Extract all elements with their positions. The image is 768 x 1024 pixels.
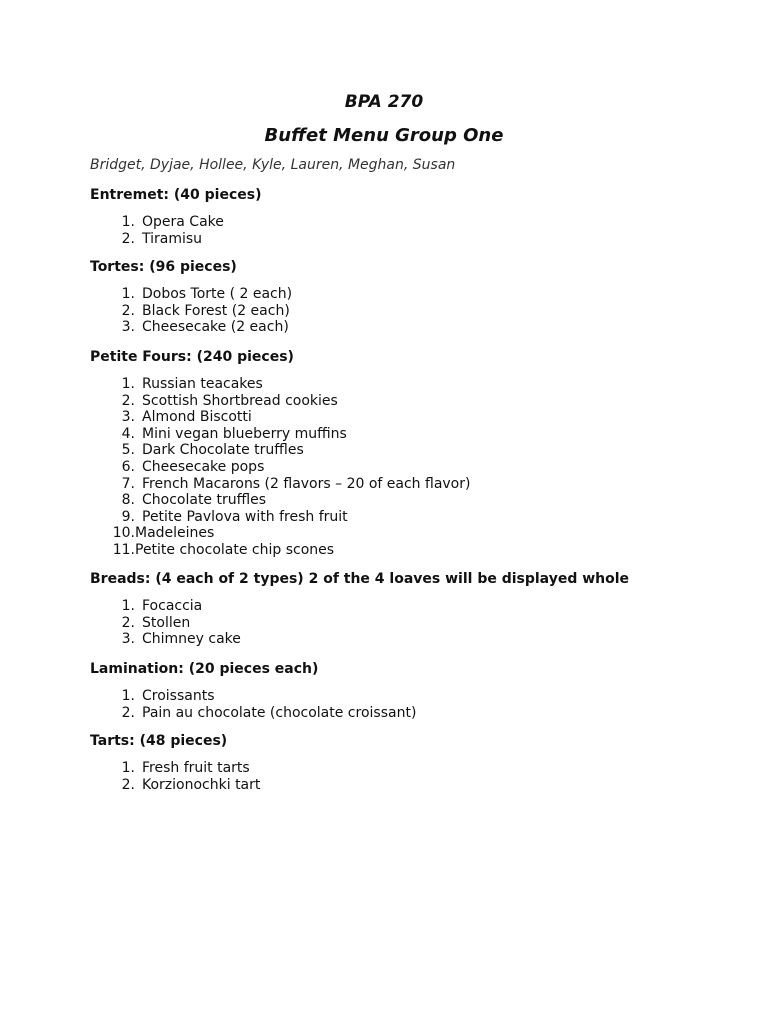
section-breads: [90, 570, 730, 648]
item-text: Mini vegan blueberry muffins: [142, 425, 347, 442]
item-number: 3.: [121, 631, 135, 648]
list-item: [90, 777, 730, 794]
item-text: Fresh fruit tarts: [142, 760, 250, 776]
item-text: Almond Biscotti: [142, 409, 252, 426]
item-number: 5.: [121, 442, 135, 459]
section-heading: Lamination: (20 pieces each): [90, 661, 319, 677]
item-list: [90, 286, 730, 336]
item-text: Cheesecake (2 each): [142, 319, 289, 336]
item-text: Opera Cake: [142, 214, 224, 230]
item-number: 2.: [121, 776, 135, 793]
list-item: [90, 615, 730, 632]
item-text: Chocolate truffles: [142, 492, 267, 509]
list-item: [90, 409, 730, 426]
list-item: [90, 286, 730, 303]
item-text: Korzionochki tart: [142, 776, 261, 793]
section-heading: Petite Fours: (240 pieces): [90, 349, 294, 365]
list-item: [90, 426, 730, 443]
item-text: Stollen: [142, 614, 191, 631]
item-number: 1.: [121, 760, 135, 776]
item-number: 1.: [121, 376, 135, 392]
item-number: 1.: [121, 688, 135, 704]
item-number: 3.: [121, 319, 135, 336]
item-number: 2.: [121, 302, 135, 319]
menu-title: Buffet Menu Group One: [264, 125, 504, 146]
item-number: 7.: [121, 475, 135, 492]
item-number: 6.: [121, 458, 135, 475]
list-item: [90, 705, 730, 722]
item-text: Tiramisu: [142, 230, 203, 247]
section-heading: Tortes: (96 pieces): [90, 259, 237, 275]
item-number: 2.: [121, 704, 135, 721]
item-list: [90, 214, 730, 247]
item-text: Russian teacakes: [142, 376, 263, 392]
list-item: [90, 393, 730, 410]
item-number: 4.: [121, 425, 135, 442]
item-number: 9.: [121, 508, 135, 525]
list-item: [90, 303, 730, 320]
item-number: 3.: [121, 409, 135, 426]
item-text: Chimney cake: [142, 631, 241, 648]
list-item: [90, 688, 730, 705]
list-item: [90, 319, 730, 336]
section-lamination: [90, 660, 730, 721]
item-text: Petite Pavlova with fresh fruit: [142, 508, 348, 525]
item-text: Petite chocolate chip scones: [135, 541, 335, 558]
section-heading: Breads: (4 each of 2 types) 2 of the 4 loaves will be displayed whole: [90, 571, 630, 587]
list-item: [90, 214, 730, 231]
section-heading: Entremet: (40 pieces): [90, 187, 262, 203]
author-list: Bridget, Dyjae, Hollee, Kyle, Lauren, Meghan, Susan: [90, 157, 456, 173]
section-tarts: [90, 732, 730, 793]
item-text: Black Forest (2 each): [142, 302, 290, 319]
list-item: [90, 376, 730, 393]
item-list: [90, 376, 730, 559]
item-number: 1.: [121, 598, 135, 614]
course-title: BPA 270: [344, 92, 424, 112]
item-text: Madeleines: [135, 525, 215, 542]
list-item: [90, 760, 730, 777]
item-number: 8.: [121, 492, 135, 509]
item-list: [90, 688, 730, 721]
item-text: Scottish Shortbread cookies: [142, 392, 338, 409]
item-text: Croissants: [142, 688, 215, 704]
list-item: [90, 631, 730, 648]
section-tortes: [90, 258, 730, 336]
item-number: 1.: [121, 286, 135, 302]
item-list: [90, 598, 730, 648]
item-number: 11.: [112, 541, 135, 558]
list-item: [90, 542, 730, 559]
item-number: 2.: [121, 230, 135, 247]
list-item: [90, 525, 730, 542]
list-item: [90, 459, 730, 476]
item-text: French Macarons (2 flavors – 20 of each flavor): [142, 475, 471, 492]
item-number: 10.: [112, 525, 135, 542]
section-heading: Tarts: (48 pieces): [90, 733, 228, 749]
list-item: [90, 442, 730, 459]
section-petite-fours: [90, 348, 730, 559]
item-number: 2.: [121, 392, 135, 409]
item-number: 2.: [121, 614, 135, 631]
list-item: [90, 598, 730, 615]
item-text: Focaccia: [142, 598, 203, 614]
list-item: [90, 492, 730, 509]
item-list: [90, 760, 730, 793]
list-item: [90, 476, 730, 493]
section-entremet: [90, 186, 730, 247]
item-text: Dobos Torte ( 2 each): [142, 286, 293, 302]
list-item: [90, 231, 730, 248]
item-text: Cheesecake pops: [142, 458, 265, 475]
list-item: [90, 509, 730, 526]
item-text: Pain au chocolate (chocolate croissant): [142, 704, 417, 721]
item-number: 1.: [121, 214, 135, 230]
item-text: Dark Chocolate truffles: [142, 442, 304, 459]
